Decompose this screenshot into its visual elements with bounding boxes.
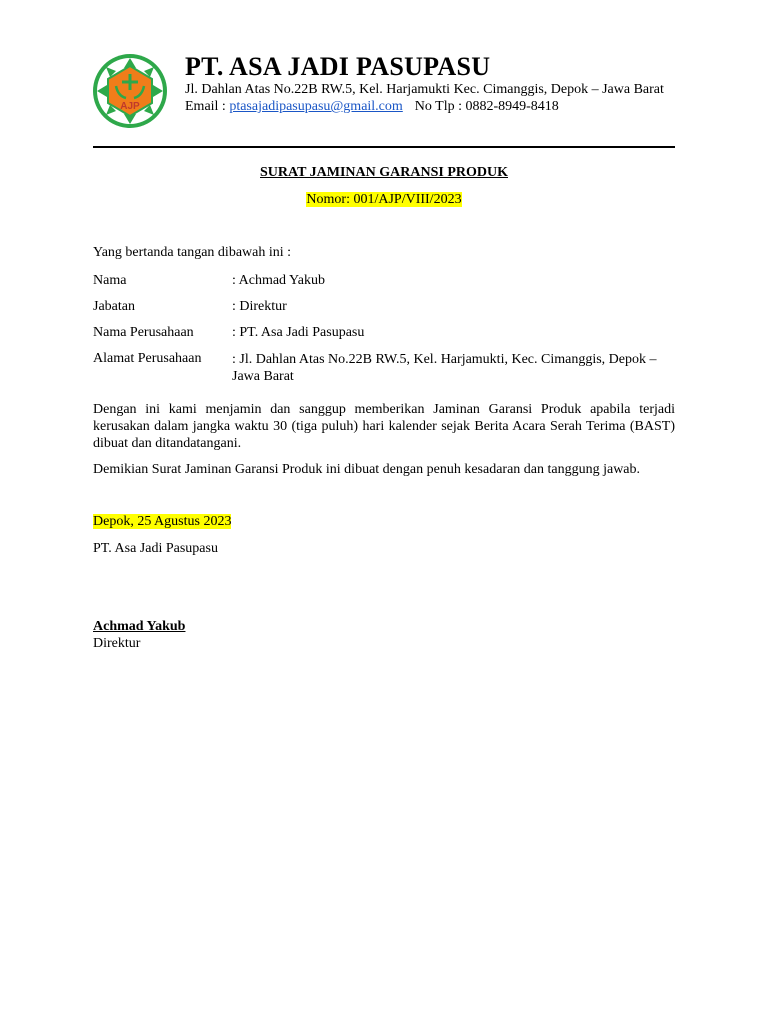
signer-name: Achmad Yakub xyxy=(93,619,186,634)
header-divider xyxy=(93,146,675,148)
phone-number: No Tlp : 0882-8949-8418 xyxy=(414,99,559,114)
field-label-nama-perusahaan: Nama Perusahaan xyxy=(93,325,194,340)
place-date-line xyxy=(93,514,231,530)
field-label-alamat-perusahaan: Alamat Perusahaan xyxy=(93,351,202,366)
document-title: SURAT JAMINAN GARANSI PRODUK xyxy=(260,165,508,180)
signing-company: PT. Asa Jadi Pasupasu xyxy=(93,541,218,556)
place-date: Depok, 25 Agustus 2023 xyxy=(93,514,232,529)
company-logo xyxy=(88,52,172,130)
field-value-nama: : Achmad Yakub xyxy=(232,273,325,288)
company-contact xyxy=(185,99,559,115)
signer-title: Direktur xyxy=(93,636,141,651)
field-value-alamat-perusahaan: : Jl. Dahlan Atas No.22B RW.5, Kel. Harjamukti, Kec. Cimanggis, Depok – Jawa Barat xyxy=(232,352,657,384)
field-value-jabatan: : Direktur xyxy=(232,299,287,314)
closing-paragraph: Demikian Surat Jaminan Garansi Produk ini dibuat dengan penuh kesadaran dan tanggung jawab. xyxy=(93,462,641,477)
document-number-line xyxy=(93,192,675,208)
intro-text: Yang bertanda tangan dibawah ini : xyxy=(93,245,292,260)
company-name: PT. ASA JADI PASUPASU xyxy=(185,52,491,81)
company-address: Jl. Dahlan Atas No.22B RW.5, Kel. Harjamukti Kec. Cimanggis, Depok – Jawa Barat xyxy=(185,82,664,97)
document-number: Nomor: 001/AJP/VIII/2023 xyxy=(306,192,462,207)
logo-text: AJP xyxy=(120,101,140,112)
guarantee-paragraph: Dengan ini kami menjamin dan sanggup memberikan Jaminan Garansi Produk apabila terjadi kerusakan dalam jangka waktu 30 (tiga puluh) hari kalender sejak Berita Acara Serah Terima (BAST) dibuat dan ditandatangani. xyxy=(93,402,675,451)
field-label-jabatan: Jabatan xyxy=(93,299,135,314)
field-label-nama: Nama xyxy=(93,273,127,288)
email-label: Email : xyxy=(185,99,230,114)
field-value-nama-perusahaan: : PT. Asa Jadi Pasupasu xyxy=(232,325,365,340)
email-link[interactable]: ptasajadipasupasu@gmail.com xyxy=(229,99,403,114)
